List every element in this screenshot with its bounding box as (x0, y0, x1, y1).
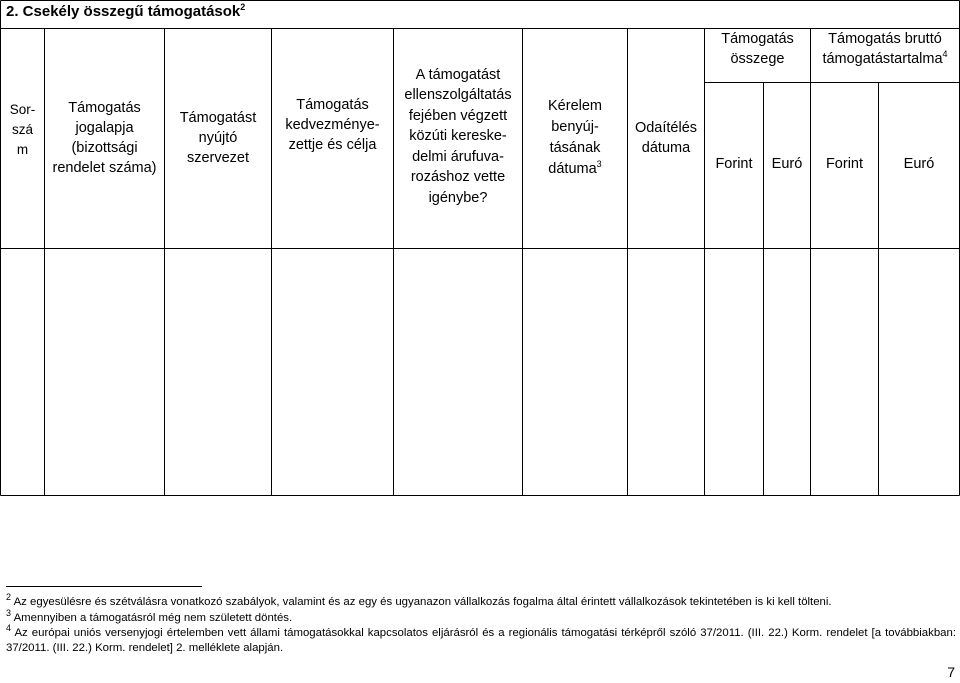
section-title: 2. Csekély összegű támogatások$^2$ (6, 2, 246, 20)
footnote-4: $^4$ Az európai uniós versenyjogi értelemben vett állami támogatásokkal kapcsolatos eljárásról és a regionális támogatási térképről szóló 37/2011. (III. 22.) Korm. rendelet [a továbbiakban: 37/2011. (III. 22.) Korm. rendelet] 2. melléklete alapján. (6, 623, 956, 654)
header-odaiteles: Odaítélés dátuma (634, 120, 698, 156)
page-number: 7 (947, 664, 955, 680)
header-osszeg: Támogatás összege (721, 31, 794, 67)
header-jogalap: Támogatás jogalapja (bizottsági rendelet száma) (52, 99, 157, 176)
header-brutto: Támogatás bruttó támogatástartalma$^4$ (822, 31, 948, 67)
header-euro-1: Euró (771, 156, 803, 172)
header-kozuti: A támogatást ellenszolgáltatás fejében végzett közúti kereske- delmi árufuva- rozáshoz vette igénybe? (404, 66, 512, 206)
header-kedvezmenyezett: Támogatás kedvezménye- zettje és célja (285, 97, 380, 153)
header-sorszam: Sor- szá m (9, 102, 36, 157)
header-forint-1: Forint (715, 156, 753, 172)
header-forint-2: Forint (825, 156, 864, 172)
header-nyujto: Támogatást nyújtó szervezet (179, 109, 257, 166)
header-euro-2: Euró (903, 156, 935, 172)
footnote-separator (6, 586, 202, 587)
header-kerelem: Kérelem benyúj- tásának dátuma$^3$ (548, 97, 602, 177)
footnote-2: $^2$ Az egyesülésre és szétválásra vonatkozó szabályok, valamint és az egy és ugyanazon vállalkozás fogalma által érintett vállalkozások tekintetében is ki kell tölteni. (6, 592, 832, 608)
footnote-3: $^3$ Amennyiben a támogatásról még nem született döntés. (6, 608, 293, 624)
